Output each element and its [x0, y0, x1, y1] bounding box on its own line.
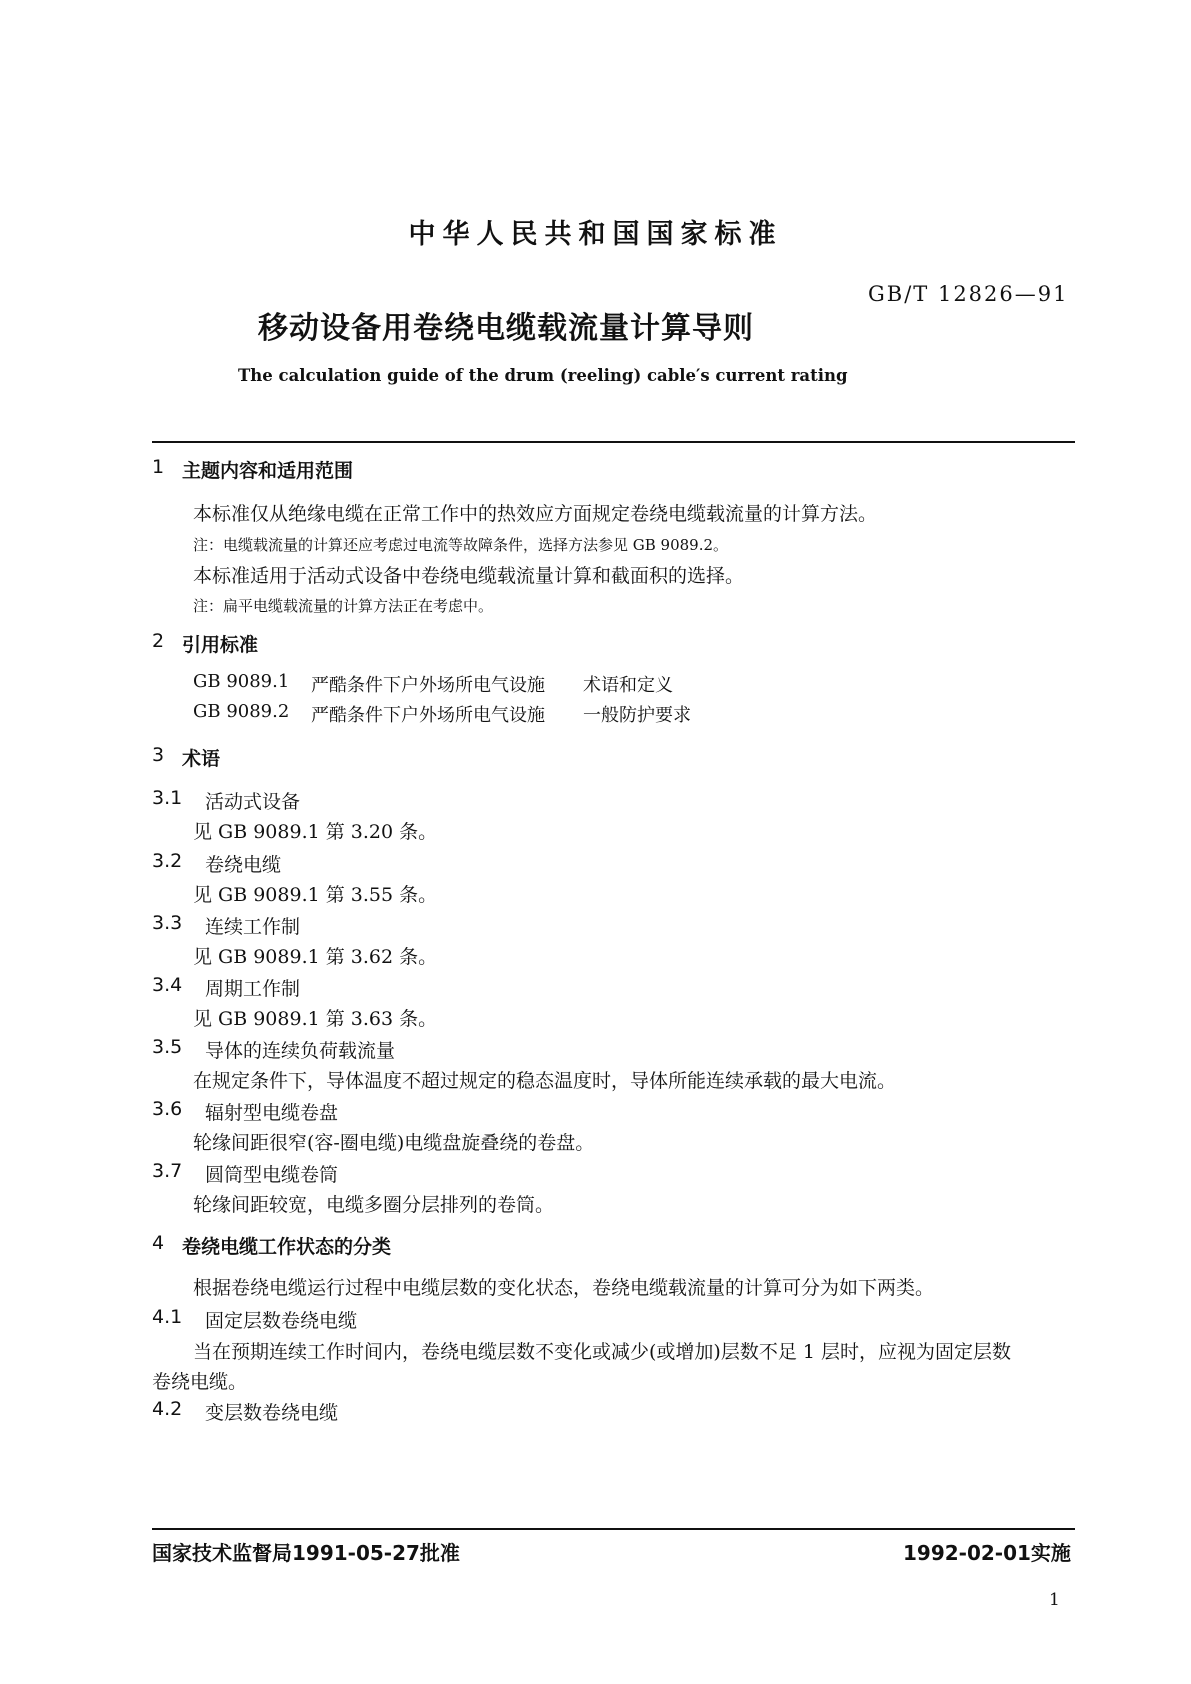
- section-4-paragraph-1: 根据卷绕电缆运行过程中电缆层数的变化状态，卷绕电缆载流量的计算可分为如下两类。: [193, 1277, 935, 1299]
- document-title-en: The calculation guide of the drum (reeling) cable′s current rating: [238, 366, 848, 385]
- subsection-4-1-title: 固定层数卷绕电缆: [205, 1310, 358, 1332]
- document-title-cn: 移动设备用卷绕电缆载流量计算导则: [258, 311, 754, 346]
- section-4-number: 4: [152, 1232, 165, 1254]
- term-number: 3.6: [152, 1098, 183, 1120]
- section-2-number: 2: [152, 630, 165, 652]
- subsection-4-2-title: 变层数卷绕电缆: [205, 1402, 339, 1424]
- reference-code: GB 9089.2: [193, 701, 290, 722]
- section-1-number: 1: [152, 456, 165, 478]
- term-title: 周期工作制: [205, 978, 301, 1000]
- subsection-4-1-number: 4.1: [152, 1306, 183, 1328]
- term-definition: 见 GB 9089.1 第 3.63 条。: [193, 1008, 438, 1030]
- term-definition: 见 GB 9089.1 第 3.20 条。: [193, 821, 438, 843]
- reference-title: 严酷条件下户外场所电气设施: [311, 675, 545, 696]
- footer-divider: [152, 1528, 1075, 1530]
- reference-title: 严酷条件下户外场所电气设施: [311, 705, 545, 726]
- reference-subtitle: 术语和定义: [583, 675, 673, 696]
- term-number: 3.1: [152, 787, 183, 809]
- term-title: 辐射型电缆卷盘: [205, 1102, 339, 1124]
- section-1-title: 主题内容和适用范围: [182, 460, 354, 482]
- section-1-paragraph-2: 本标准适用于活动式设备中卷绕电缆载流量计算和截面积的选择。: [193, 565, 745, 587]
- section-3-title: 术语: [182, 748, 221, 770]
- term-title: 导体的连续负荷载流量: [205, 1040, 396, 1062]
- term-definition: 在规定条件下，导体温度不超过规定的稳态温度时，导体所能连续承载的最大电流。: [193, 1070, 897, 1092]
- reference-subtitle: 一般防护要求: [583, 705, 691, 726]
- term-title: 活动式设备: [205, 791, 301, 813]
- term-title: 圆筒型电缆卷筒: [205, 1164, 339, 1186]
- term-number: 3.2: [152, 850, 183, 872]
- term-number: 3.3: [152, 912, 183, 934]
- national-standard-title: 中华人民共和国国家标准: [408, 219, 783, 250]
- implementation-date: 1992-02-01实施: [903, 1541, 1071, 1565]
- term-definition: 见 GB 9089.1 第 3.55 条。: [193, 884, 438, 906]
- term-number: 3.7: [152, 1160, 183, 1182]
- term-number: 3.4: [152, 974, 183, 996]
- section-4-title: 卷绕电缆工作状态的分类: [182, 1236, 392, 1258]
- header-divider: [152, 441, 1075, 443]
- term-title: 连续工作制: [205, 916, 301, 938]
- term-title: 卷绕电缆: [205, 854, 282, 876]
- section-1-paragraph-1: 本标准仅从绝缘电缆在正常工作中的热效应方面规定卷绕电缆载流量的计算方法。: [193, 503, 878, 525]
- approval-date: 国家技术监督局1991-05-27批准: [152, 1541, 460, 1565]
- section-1-note-2: 注：扁平电缆载流量的计算方法正在考虑中。: [193, 597, 494, 615]
- section-1-note-1: 注：电缆载流量的计算还应考虑过电流等故障条件，选择方法参见 GB 9089.2。: [193, 536, 729, 554]
- section-3-number: 3: [152, 744, 165, 766]
- term-number: 3.5: [152, 1036, 183, 1058]
- standard-code: GB/T 12826—91: [868, 282, 1069, 306]
- subsection-4-2-number: 4.2: [152, 1398, 183, 1420]
- reference-code: GB 9089.1: [193, 671, 290, 692]
- term-definition: 见 GB 9089.1 第 3.62 条。: [193, 946, 438, 968]
- term-definition: 轮缘间距很窄(容-圈电缆)电缆盘旋叠绕的卷盘。: [193, 1132, 595, 1154]
- subsection-4-1-text-line-2: 卷绕电缆。: [152, 1371, 248, 1393]
- page-number: 1: [1049, 1590, 1060, 1610]
- term-definition: 轮缘间距较宽，电缆多圈分层排列的卷筒。: [193, 1194, 555, 1216]
- subsection-4-1-text-line-1: 当在预期连续工作时间内，卷绕电缆层数不变化或减少(或增加)层数不足 1 层时，应视为固定层数: [193, 1341, 1011, 1363]
- section-2-title: 引用标准: [182, 634, 259, 656]
